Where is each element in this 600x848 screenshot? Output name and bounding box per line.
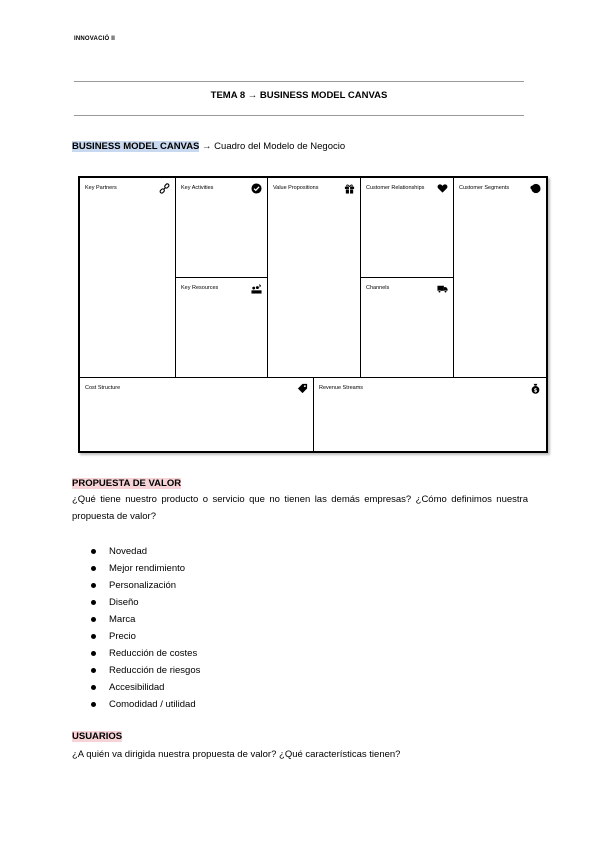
cell-key-activities (176, 178, 268, 278)
page-title: TEMA 8 → BUSINESS MODEL CANVAS (210, 90, 388, 101)
divider-top (74, 81, 524, 82)
list-item: Personalización (72, 577, 200, 594)
cell-key-partners (80, 178, 176, 378)
key-partners-label: Key Partners (85, 185, 117, 191)
usuarios-heading: USUARIOS (72, 731, 123, 742)
channels-label: Channels (366, 285, 390, 291)
customer-segments-label: Customer Segments (459, 185, 510, 191)
cell-key-resources (176, 278, 268, 378)
propuesta-question: ¿Qué tiene nuestro producto o servicio que no tienen las demás empresas? ¿Cómo definimos nuestra propuesta de valor? (72, 494, 528, 522)
user-group-icon (530, 183, 541, 194)
subtitle-rest: → Cuadro del Modelo de Negocio (199, 141, 346, 152)
document-header: INNOVACIÓ II (74, 36, 115, 42)
list-item: Reducción de costes (72, 645, 200, 662)
list-item: Novedad (72, 543, 200, 560)
revenue-streams-label: Revenue Streams (319, 385, 364, 391)
cell-value-propositions (268, 178, 361, 378)
heart-icon (437, 183, 448, 194)
key-resources-label: Key Resources (181, 285, 219, 291)
propuesta-list (72, 543, 200, 713)
truck-icon (437, 283, 448, 294)
list-item: Accesibilidad (72, 679, 200, 696)
list-item: Precio (72, 628, 200, 645)
propuesta-heading: PROPUESTA DE VALOR (72, 478, 182, 489)
divider-bottom (74, 115, 524, 116)
cell-revenue-streams (314, 378, 546, 451)
money-bag-icon (530, 383, 541, 394)
list-item: Comodidad / utilidad (72, 696, 200, 713)
resources-icon (251, 283, 262, 294)
list-item: Diseño (72, 594, 200, 611)
key-activities-label: Key Activities (181, 185, 214, 191)
usuarios-question: ¿A quién va dirigida nuestra propuesta de valor? ¿Qué características tienen? (72, 749, 401, 760)
value-propositions-label: Value Propositions (273, 185, 319, 191)
cell-customer-relationships (361, 178, 454, 278)
price-tag-icon (297, 383, 308, 394)
link-icon (159, 183, 170, 194)
business-model-canvas (78, 176, 548, 453)
check-circle-icon (251, 183, 262, 194)
section-subtitle (72, 141, 345, 152)
svg-text:$: $ (533, 387, 538, 394)
list-item: Marca (72, 611, 200, 628)
list-item: Mejor rendimiento (72, 560, 200, 577)
cell-channels (361, 278, 454, 378)
list-item: Reducción de riesgos (72, 662, 200, 679)
customer-relationships-label: Customer Relationships (366, 185, 425, 191)
subtitle-highlight: BUSINESS MODEL CANVAS (72, 141, 200, 152)
cost-structure-label: Cost Structure (85, 385, 121, 391)
cell-cost-structure (80, 378, 314, 451)
gift-icon (344, 183, 355, 194)
cell-customer-segments (454, 178, 546, 378)
